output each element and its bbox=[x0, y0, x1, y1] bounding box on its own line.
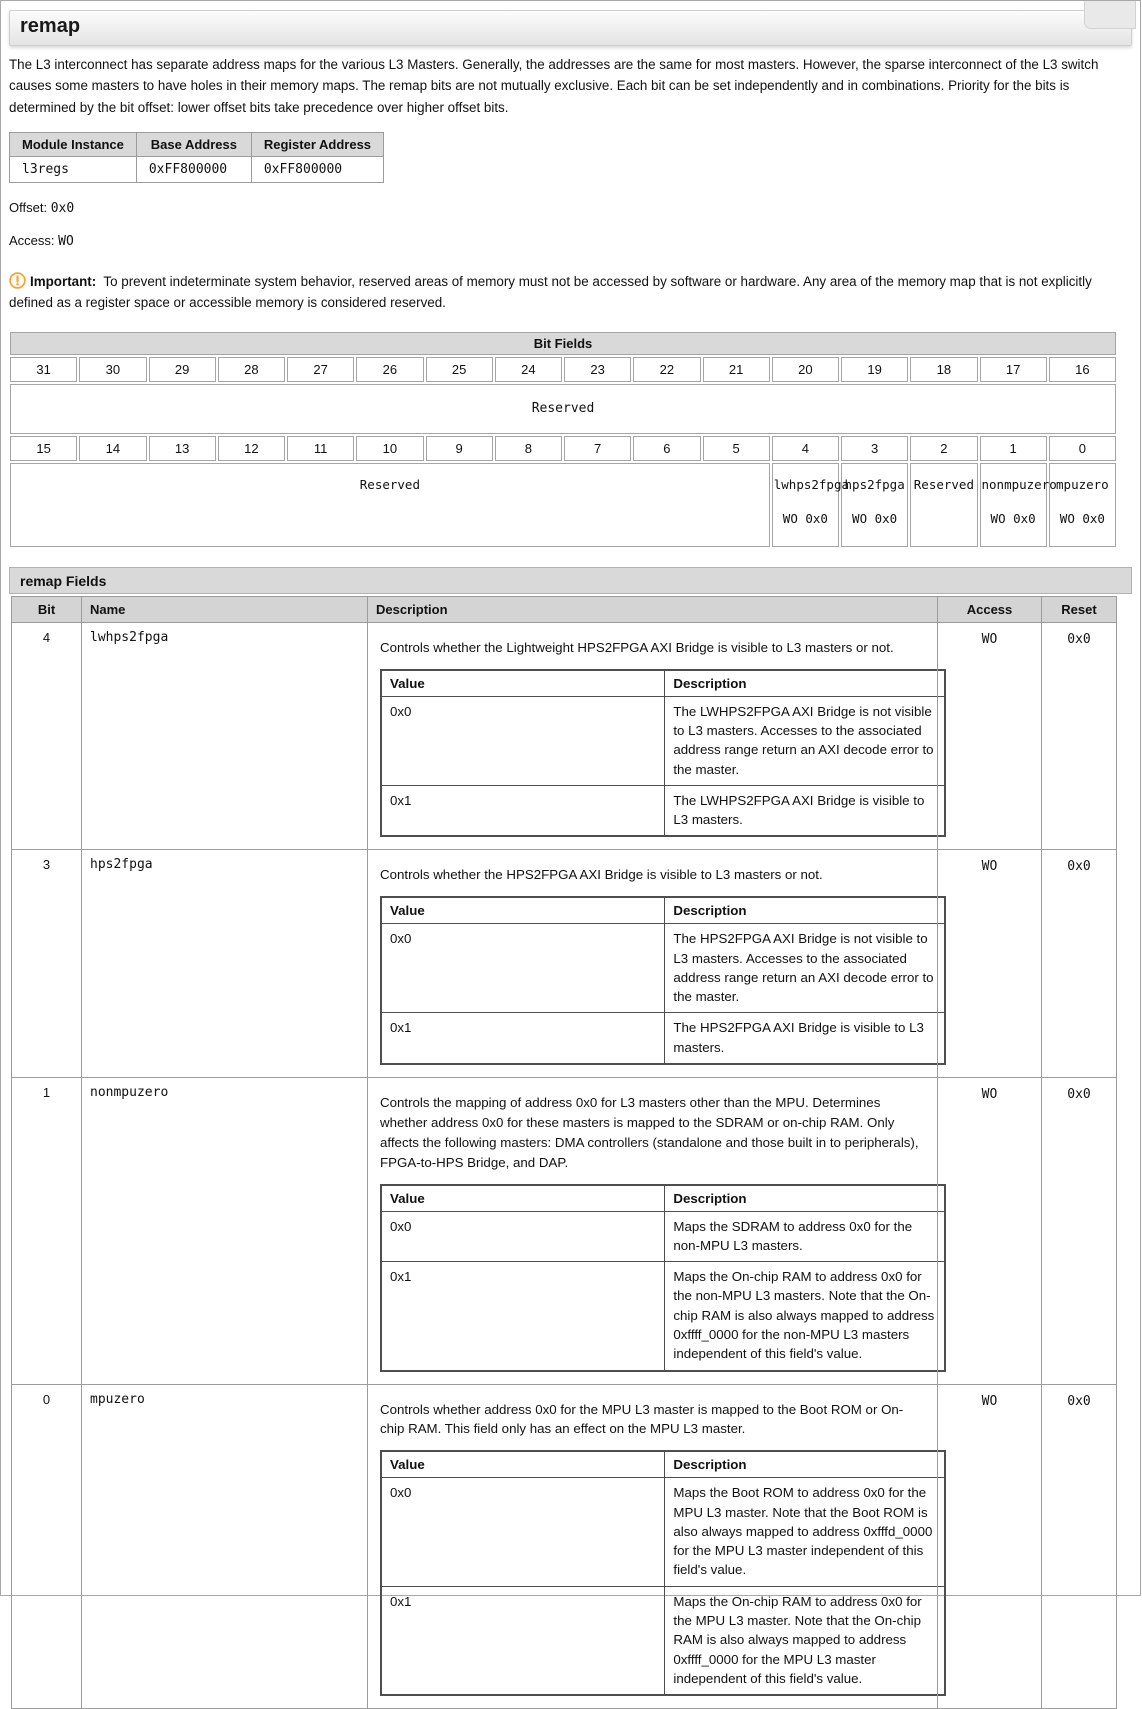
bit-number-18: 18 bbox=[910, 357, 977, 382]
reserved-row-31-16 bbox=[10, 384, 1116, 434]
field-access: WO bbox=[938, 622, 1042, 850]
value-row-0x0 bbox=[381, 1211, 945, 1262]
value-description-table bbox=[380, 896, 946, 1065]
bit-number-6: 6 bbox=[633, 436, 700, 461]
bit-number-15: 15 bbox=[10, 436, 77, 461]
value-header: Value bbox=[381, 1185, 665, 1212]
bit-numbers-row-31-16 bbox=[10, 357, 1116, 382]
bit-number-26: 26 bbox=[356, 357, 423, 382]
field-row-mpuzero bbox=[12, 1384, 1117, 1709]
reserved-field-31-16: Reserved bbox=[10, 384, 1116, 434]
module-table-header-row bbox=[10, 133, 384, 157]
access-column-header: Access bbox=[938, 596, 1042, 622]
module-table-row bbox=[10, 157, 384, 183]
bit-number-31: 31 bbox=[10, 357, 77, 382]
bit-number-10: 10 bbox=[356, 436, 423, 461]
field-bit: 4 bbox=[12, 622, 82, 850]
value-description-table bbox=[380, 1450, 946, 1696]
bit-field-access-reset: WO 0x0 bbox=[782, 510, 828, 526]
value-table-header-row bbox=[381, 897, 945, 924]
register-address-value: 0xFF800000 bbox=[251, 157, 383, 183]
field-row-hps2fpga bbox=[12, 850, 1117, 1078]
bit-fields-table bbox=[8, 330, 1118, 549]
field-description-cell bbox=[368, 1077, 938, 1384]
bit-number-3: 3 bbox=[841, 436, 908, 461]
value-description-cell: The LWHPS2FPGA AXI Bridge is visible to L3 masters. bbox=[665, 785, 945, 836]
bit-field-access-reset: WO 0x0 bbox=[852, 510, 898, 526]
remap-fields-section-title: remap Fields bbox=[9, 567, 1132, 594]
bit-field-access-reset: WO 0x0 bbox=[990, 510, 1036, 526]
base-address-header: Base Address bbox=[136, 133, 251, 157]
value-row-0x1 bbox=[381, 785, 945, 836]
bit-number-21: 21 bbox=[703, 357, 770, 382]
bit-number-13: 13 bbox=[149, 436, 216, 461]
field-description-cell bbox=[368, 622, 938, 850]
module-instance-table bbox=[9, 132, 384, 183]
bit-number-5: 5 bbox=[703, 436, 770, 461]
field-name: hps2fpga bbox=[82, 850, 368, 1078]
bit-number-1: 1 bbox=[980, 436, 1047, 461]
value-cell: 0x0 bbox=[381, 696, 665, 785]
value-description-cell: Maps the On-chip RAM to address 0x0 for the non-MPU L3 masters. Note that the On-chip RAM is also always mapped to address 0xffff_0000 for the non-MPU L3 masters independent of this field's value. bbox=[665, 1262, 945, 1371]
bit-field-name: nonmpuzero bbox=[981, 476, 1057, 492]
remap-fields-table bbox=[11, 596, 1117, 1709]
bit-number-28: 28 bbox=[218, 357, 285, 382]
field-bit: 1 bbox=[12, 1077, 82, 1384]
bit-number-17: 17 bbox=[980, 357, 1047, 382]
value-header: Value bbox=[381, 1451, 665, 1478]
field-reset: 0x0 bbox=[1042, 1077, 1117, 1384]
field-reset: 0x0 bbox=[1042, 622, 1117, 850]
bit-number-23: 23 bbox=[564, 357, 631, 382]
value-description-cell: The HPS2FPGA AXI Bridge is visible to L3 masters. bbox=[665, 1013, 945, 1064]
bit-number-19: 19 bbox=[841, 357, 908, 382]
bit-numbers-row-15-0 bbox=[10, 436, 1116, 461]
field-bit: 0 bbox=[12, 1384, 82, 1709]
access-label: Access: bbox=[9, 233, 55, 249]
bit-field-cell-reserved bbox=[910, 463, 977, 547]
bit-number-2: 2 bbox=[910, 436, 977, 461]
page-title: remap bbox=[9, 10, 1132, 46]
value-cell: 0x1 bbox=[381, 785, 665, 836]
bit-field-cell-hps2fpga bbox=[841, 463, 908, 547]
value-description-cell: Maps the SDRAM to address 0x0 for the non-MPU L3 masters. bbox=[665, 1211, 945, 1262]
value-description-table bbox=[380, 1184, 946, 1372]
field-access: WO bbox=[938, 1384, 1042, 1709]
module-instance-value: l3regs bbox=[10, 157, 137, 183]
value-cell: 0x1 bbox=[381, 1586, 665, 1695]
bit-number-11: 11 bbox=[287, 436, 354, 461]
access-value: WO bbox=[58, 234, 74, 250]
offset-value: 0x0 bbox=[50, 201, 75, 217]
offset-label: Offset: bbox=[9, 200, 48, 216]
bit-number-4: 4 bbox=[772, 436, 839, 461]
base-address-value: 0xFF800000 bbox=[136, 157, 251, 183]
bit-field-name: lwhps2fpga bbox=[773, 476, 850, 492]
field-reset: 0x0 bbox=[1042, 1384, 1117, 1709]
bit-fields-title: Bit Fields bbox=[10, 332, 1116, 355]
bit-field-cell-mpuzero bbox=[1049, 463, 1116, 547]
bit-field-name: Reserved bbox=[913, 476, 974, 492]
bit-number-30: 30 bbox=[79, 357, 146, 382]
value-cell: 0x0 bbox=[381, 924, 665, 1013]
bit-number-25: 25 bbox=[426, 357, 493, 382]
field-description-text: Controls whether the Lightweight HPS2FPGA AXI Bridge is visible to L3 masters or not. bbox=[380, 639, 894, 655]
bit-number-7: 7 bbox=[564, 436, 631, 461]
bit-number-22: 22 bbox=[633, 357, 700, 382]
value-row-0x1 bbox=[381, 1586, 945, 1695]
register-intro-text: The L3 interconnect has separate address maps for the various L3 Masters. Generally, the addresses are the same for most masters. However, the sparse interconnect of the L3 switch causes some masters to have holes in their memory maps. The remap bits are not mutually exclusive. Each bit can be set independently and in combinations. Priority for the bits is determined by the bit offset: lower offset bits take precedence over higher offset bits. bbox=[9, 57, 1099, 115]
field-name: nonmpuzero bbox=[82, 1077, 368, 1384]
field-description-cell bbox=[368, 1384, 938, 1709]
bit-number-20: 20 bbox=[772, 357, 839, 382]
value-table-header-row bbox=[381, 1185, 945, 1212]
value-header: Value bbox=[381, 670, 665, 697]
bit-number-29: 29 bbox=[149, 357, 216, 382]
value-cell: 0x1 bbox=[381, 1262, 665, 1371]
bit-number-8: 8 bbox=[495, 436, 562, 461]
description-column-header: Description bbox=[368, 596, 938, 622]
register-address-header: Register Address bbox=[251, 133, 383, 157]
offset-line bbox=[9, 200, 1140, 216]
value-cell: 0x0 bbox=[381, 1478, 665, 1586]
field-reset: 0x0 bbox=[1042, 850, 1117, 1078]
value-row-0x0 bbox=[381, 1478, 945, 1586]
important-text: To prevent indeterminate system behavior, reserved areas of memory must not be accessed by software or hardware. Any area of the memory map that is not explicitly defined as a register space or accessible memory is considered reserved. bbox=[9, 274, 1092, 311]
field-name: lwhps2fpga bbox=[82, 622, 368, 850]
value-row-0x1 bbox=[381, 1262, 945, 1371]
field-description-text: Controls the mapping of address 0x0 for L3 masters other than the MPU. Determines whether address 0x0 for these masters is mapped to the SDRAM or on-chip RAM. Only affects the following masters: DMA controllers (standalone and those built in to peripherals), FPGA-to-HPS Bridge, and DAP. bbox=[380, 1094, 919, 1170]
bit-number-24: 24 bbox=[495, 357, 562, 382]
access-line bbox=[9, 233, 1140, 249]
bit-number-14: 14 bbox=[79, 436, 146, 461]
field-access: WO bbox=[938, 850, 1042, 1078]
field-cells-row-15-0 bbox=[10, 463, 1116, 547]
field-access: WO bbox=[938, 1077, 1042, 1384]
important-note bbox=[9, 272, 1132, 314]
value-row-0x0 bbox=[381, 696, 945, 785]
bit-field-name: hps2fpga bbox=[844, 476, 905, 492]
field-description-cell bbox=[368, 850, 938, 1078]
value-description-header: Description bbox=[665, 897, 945, 924]
value-description-header: Description bbox=[665, 1185, 945, 1212]
bit-field-name: mpuzero bbox=[1056, 476, 1109, 492]
value-description-cell: The LWHPS2FPGA AXI Bridge is not visible to L3 masters. Accesses to the associated address range return an AXI decode error to the master. bbox=[665, 696, 945, 785]
field-row-nonmpuzero bbox=[12, 1077, 1117, 1384]
warning-icon bbox=[9, 272, 26, 289]
name-column-header: Name bbox=[82, 596, 368, 622]
bit-fields-title-row bbox=[10, 332, 1116, 355]
bit-number-12: 12 bbox=[218, 436, 285, 461]
field-description-text: Controls whether address 0x0 for the MPU L3 master is mapped to the Boot ROM or On-chip RAM. This field only has an effect on the MPU L3 master. bbox=[380, 1401, 904, 1437]
value-description-cell: Maps the On-chip RAM to address 0x0 for the MPU L3 master. Note that the On-chip RAM is also always mapped to address 0xffff_0000 for the MPU L3 master independent of this field's value. bbox=[665, 1586, 945, 1695]
value-description-cell: Maps the Boot ROM to address 0x0 for the MPU L3 master. Note that the Boot ROM is also always mapped to address 0xfffd_0000 for the MPU L3 master independent of this field's value. bbox=[665, 1478, 945, 1586]
bit-number-9: 9 bbox=[426, 436, 493, 461]
fields-table-header-row bbox=[12, 596, 1117, 622]
field-description-text: Controls whether the HPS2FPGA AXI Bridge is visible to L3 masters or not. bbox=[380, 867, 823, 883]
bit-number-0: 0 bbox=[1049, 436, 1116, 461]
bit-field-cell-lwhps2fpga bbox=[772, 463, 850, 547]
browser-corner-overlay bbox=[1084, 1, 1136, 29]
reset-column-header: Reset bbox=[1042, 596, 1117, 622]
value-description-table bbox=[380, 669, 946, 838]
module-instance-header: Module Instance bbox=[10, 133, 137, 157]
bit-column-header: Bit bbox=[12, 596, 82, 622]
field-row-lwhps2fpga bbox=[12, 622, 1117, 850]
value-row-0x1 bbox=[381, 1013, 945, 1064]
bit-number-27: 27 bbox=[287, 357, 354, 382]
value-description-cell: The HPS2FPGA AXI Bridge is not visible to L3 masters. Accesses to the associated address range return an AXI decode error to the master. bbox=[665, 924, 945, 1013]
value-row-0x0 bbox=[381, 924, 945, 1013]
bit-field-name: Reserved bbox=[359, 476, 420, 492]
field-bit: 3 bbox=[12, 850, 82, 1078]
value-cell: 0x0 bbox=[381, 1211, 665, 1262]
field-name: mpuzero bbox=[82, 1384, 368, 1709]
bit-field-cell-nonmpuzero bbox=[980, 463, 1057, 547]
value-description-header: Description bbox=[665, 670, 945, 697]
bit-number-16: 16 bbox=[1049, 357, 1116, 382]
value-header: Value bbox=[381, 897, 665, 924]
value-table-header-row bbox=[381, 670, 945, 697]
bit-field-cell-reserved bbox=[10, 463, 770, 547]
important-label: Important: bbox=[30, 274, 97, 290]
bit-field-access-reset: WO 0x0 bbox=[1059, 510, 1105, 526]
value-table-header-row bbox=[381, 1451, 945, 1478]
value-description-header: Description bbox=[665, 1451, 945, 1478]
value-cell: 0x1 bbox=[381, 1013, 665, 1064]
